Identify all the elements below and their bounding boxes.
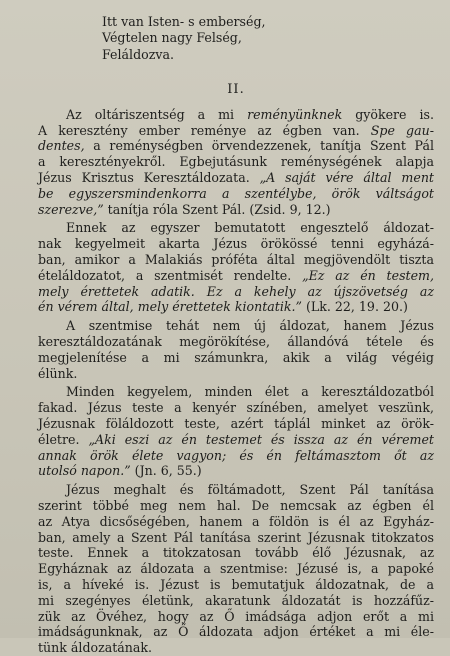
body-text: [38, 107, 434, 656]
text-line: ban, amely a Szent Pál tanítása szerint Jézusnak titokzatos: [38, 529, 434, 545]
text-line: Egyháznak az áldozata a szentmise: Jézusé is, a papoké: [38, 561, 434, 577]
verse-line-3: Feláldozva.: [102, 46, 174, 62]
text-line: teste. Ennek a titokzatosan tovább élő Jézusnak, az: [38, 545, 434, 561]
text-line: imádságunknak, az Ő áldozata adjon értéket a mi éle-: [38, 624, 434, 640]
text-line: fakad. Jézus teste a kenyér színében, amelyet veszünk,: [38, 400, 434, 416]
text-line: nak kegyelmeit akarta Jézus örökössé tenni egyházá-: [38, 236, 434, 252]
text-line: én vérem által, mely érettetek kiontatik.” (Lk. 22, 19. 20.): [38, 299, 408, 315]
text-line: A keresztény ember reménye az égben van. Spe gau-: [38, 122, 434, 138]
text-line: szerezve,” tanítja róla Szent Pál. (Zsid. 9, 12.): [38, 201, 331, 217]
text-line: Jézus Krisztus Keresztáldozata. „A saját vére által ment: [38, 170, 434, 186]
paragraph-5: [38, 482, 434, 656]
text-line: A szentmise tehát nem új áldozat, hanem Jézus: [66, 318, 434, 334]
text-line: is, a híveké is. Jézust is bemutatjuk áldozatnak, de a: [38, 577, 434, 592]
text-line: utolsó napon.” (Jn. 6, 55.): [38, 463, 202, 479]
paragraph-2: [38, 220, 434, 315]
text-line: életre. „Aki eszi az én testemet és issza az én véremet: [38, 431, 434, 447]
text-line: annak örök élete vagyon; és én feltámasztom őt az: [38, 447, 434, 463]
text-line: Jézusnak föláldozott teste, azért táplál minket az örök-: [38, 416, 434, 432]
text-line: dentes, a reménységben örvendezzenek, tanítja Szent Pál: [38, 138, 434, 154]
section-heading: II.: [227, 81, 245, 97]
text-line: Minden kegyelem, minden élet a keresztáldozatból: [66, 384, 434, 400]
text-line: Ennek az egyszer bemutatott engesztelő áldozat-: [66, 220, 434, 236]
text-line: mi szegényes életünk, akaratunk áldozatát is hozzáfűz-: [38, 592, 434, 608]
paragraph-1: [38, 107, 434, 218]
text-line: élünk.: [38, 365, 78, 381]
text-line: Az oltáriszentség a mi reményünknek gyökere is.: [66, 106, 434, 122]
text-line: tünk áldozatának.: [38, 640, 153, 656]
text-line: a keresztényekről. Egbejutásunk reménységének alapja: [38, 154, 434, 170]
text-line: mely érettetek adatik. Ez a kehely az újszövetség az: [38, 283, 434, 299]
verse-line-2: Végtelen nagy Felség,: [102, 30, 242, 46]
text-line: az Atya dicsőségében, hanem a földön is él az Egyház-: [38, 513, 434, 529]
text-line: megjelenítése a mi számunkra, akik a világ végéig: [38, 349, 434, 365]
text-line: keresztáldozatának megörökítése, állandóvá tétele és: [38, 334, 434, 350]
text-line: be egyszersmindenkorra a szentélybe, örök váltságot: [38, 185, 434, 201]
text-line: zük az Övéhez, hogy az Ő imádsága adjon erőt a mi: [38, 608, 434, 624]
text-line: szerint többé meg nem hal. De nemcsak az égben él: [38, 498, 434, 514]
paragraph-4: [38, 384, 434, 479]
text-line: ban, amikor a Malakiás próféta által megjövendölt tiszta: [38, 252, 434, 268]
paragraph-3: [38, 318, 434, 381]
verse-block: [102, 14, 434, 63]
text-line: ételáldozatot, a szentmisét rendelte. „Ez az én testem,: [38, 267, 434, 283]
text-line: Jézus meghalt és föltámadott, Szent Pál tanítása: [66, 482, 434, 498]
verse-line-1: Itt van Isten- s emberség,: [102, 14, 266, 29]
